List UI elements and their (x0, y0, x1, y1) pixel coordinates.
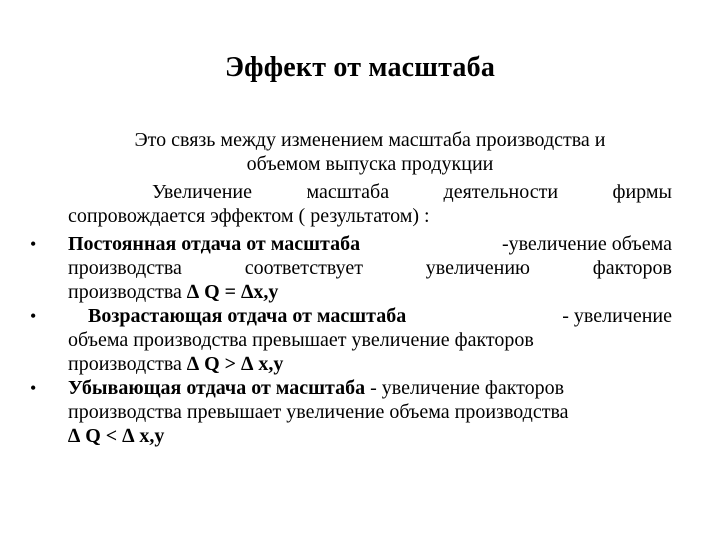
paragraph-line-2: сопровождается эффектом ( результатом) : (68, 205, 430, 227)
bullet-line: производства превышает увеличение объема производства (68, 401, 569, 423)
formula: ∆ Q > ∆ x,y (186, 353, 284, 375)
bullet-decreasing-returns (30, 376, 672, 448)
bullet-term: Возрастающая отдача от масштаба (88, 305, 407, 327)
bullet-line (68, 304, 672, 328)
bullet-text: производства (68, 353, 187, 375)
paragraph-word: деятельности (443, 181, 559, 203)
formula: ∆ Q < ∆ x,y (68, 425, 165, 447)
paragraph-line-1 (68, 180, 672, 204)
effect-paragraph (68, 180, 672, 228)
formula: ∆ Q = ∆x,y (186, 281, 279, 303)
bullet-constant-returns (30, 232, 672, 304)
bullet-marker: • (30, 306, 37, 326)
bullet-text: - увеличение факторов (365, 377, 565, 399)
bullet-text: - увеличение (562, 305, 672, 327)
bullet-text: -увеличение объема (501, 233, 672, 255)
slide-title: Эффект от масштаба (224, 52, 496, 83)
bullet-line: объема производства превышает увеличение факторов (68, 329, 534, 351)
paragraph-word: фирмы (612, 181, 672, 203)
bullet-line (68, 376, 672, 400)
bullet-text: производства (68, 281, 187, 303)
bullet-word: производства (68, 257, 182, 279)
bullet-marker: • (30, 378, 37, 398)
bullet-term: Убывающая отдача от масштаба (68, 377, 366, 399)
bullet-line (68, 352, 672, 376)
bullet-term: Постоянная отдача от масштаба (68, 233, 361, 255)
bullet-word: факторов (592, 257, 672, 279)
bullet-increasing-returns (30, 304, 672, 376)
intro-text (68, 128, 672, 176)
intro-line-1: Это связь между изменением масштаба производства и (134, 129, 606, 151)
bullet-word: увеличению (425, 257, 530, 279)
bullet-marker: • (30, 234, 37, 254)
paragraph-word: Увеличение (152, 181, 253, 203)
bullet-line (68, 232, 672, 256)
bullet-line (68, 280, 672, 304)
bullet-word: соответствует (244, 257, 363, 279)
intro-line-2: объемом выпуска продукции (246, 153, 494, 175)
paragraph-word: масштаба (306, 181, 390, 203)
bullet-line (68, 256, 672, 280)
